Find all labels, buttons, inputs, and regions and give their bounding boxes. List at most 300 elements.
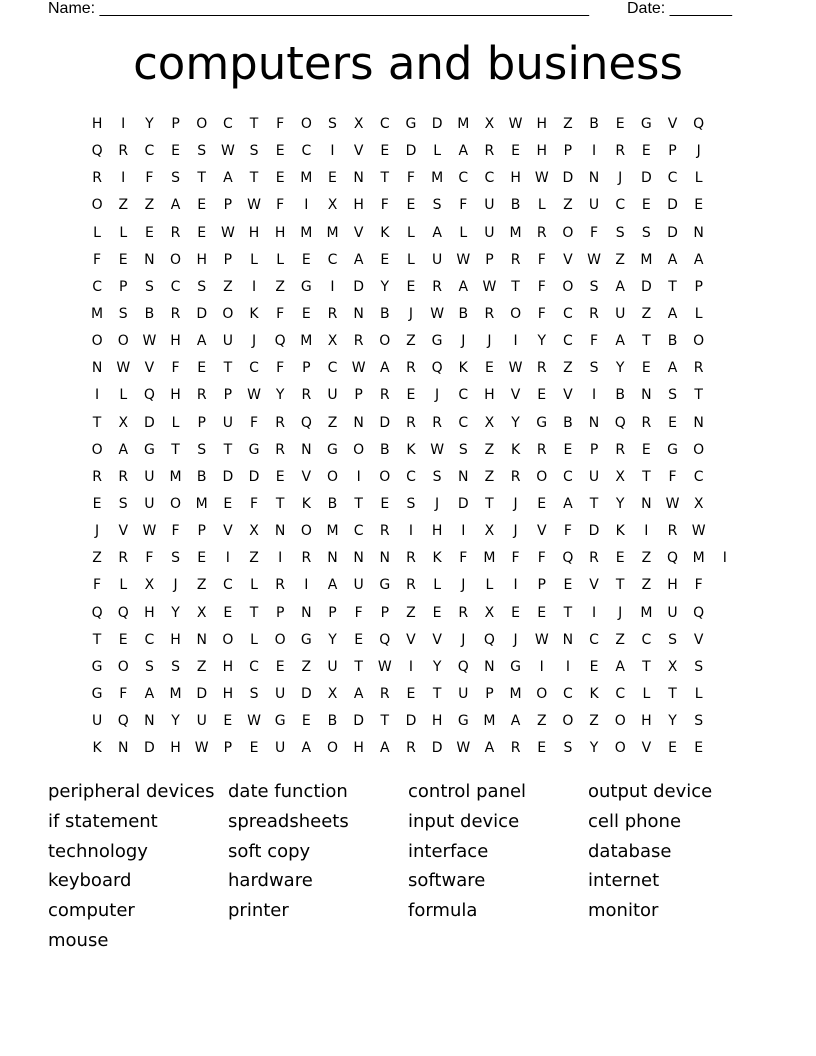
grid-letter: R: [275, 441, 286, 458]
grid-letter: L: [433, 577, 442, 594]
grid-letter: [712, 413, 738, 440]
grid-letter: H: [170, 387, 181, 404]
grid-letter: I: [121, 170, 126, 187]
grid-letter: U: [222, 414, 233, 431]
grid-letter: N: [301, 604, 312, 621]
grid-letter: Z: [327, 414, 338, 431]
grid-letter: P: [485, 251, 494, 268]
grid-letter: A: [118, 441, 129, 458]
word-list-item: soft copy: [228, 840, 311, 862]
grid-letter: P: [485, 685, 494, 702]
grid-letter: W: [534, 631, 549, 648]
grid-letter: K: [432, 550, 442, 567]
grid-letter: S: [197, 143, 207, 160]
grid-letter: K: [589, 685, 599, 702]
grid-letter: L: [250, 251, 258, 268]
grid-letter: V: [144, 360, 155, 377]
word-list-item: spreadsheets: [228, 810, 349, 832]
grid-letter: B: [327, 713, 338, 730]
grid-letter: M: [692, 550, 705, 567]
grid-letter: C: [615, 685, 626, 702]
grid-letter: Z: [249, 550, 259, 567]
grid-letter: E: [118, 251, 128, 268]
grid-letter: V: [510, 387, 521, 404]
grid-letter: S: [171, 170, 180, 187]
grid-letter: P: [197, 523, 206, 540]
grid-letter: V: [563, 251, 573, 268]
grid-letter: K: [615, 523, 625, 540]
grid-letter: [712, 440, 738, 467]
grid-letter: N: [641, 387, 652, 404]
word-list-item: database: [588, 840, 672, 862]
grid-letter: R: [641, 414, 652, 431]
grid-letter: F: [171, 360, 180, 377]
grid-letter: J: [696, 143, 701, 160]
grid-letter: F: [93, 577, 102, 594]
grid-letter: V: [353, 143, 364, 160]
grid-letter: D: [144, 414, 155, 431]
grid-letter: R: [510, 251, 521, 268]
grid-letter: T: [92, 631, 102, 648]
grid-letter: N: [588, 170, 600, 187]
grid-letter: P: [694, 278, 703, 295]
grid-letter: L: [407, 251, 415, 268]
grid-letter: Y: [171, 713, 180, 730]
grid-letter: C: [589, 631, 599, 648]
grid-letter: W: [691, 523, 706, 540]
grid-letter: E: [380, 251, 390, 268]
grid-letter: [712, 358, 738, 385]
grid-letter: T: [432, 685, 442, 702]
grid-letter: Z: [118, 197, 129, 214]
grid-letter: E: [406, 387, 416, 404]
grid-letter: A: [693, 251, 704, 268]
grid-letter: L: [250, 631, 258, 648]
grid-letter: I: [95, 387, 100, 404]
grid-letter: I: [591, 143, 597, 160]
grid-letter: O: [693, 441, 705, 458]
grid-letter: U: [327, 387, 338, 404]
grid-letter: F: [537, 251, 546, 268]
grid-letter: J: [173, 577, 178, 594]
word-list-item: printer: [228, 900, 289, 922]
grid-letter: W: [377, 658, 392, 675]
grid-letter: O: [91, 197, 103, 214]
grid-letter: X: [484, 604, 495, 621]
grid-letter: H: [170, 333, 181, 350]
grid-letter: T: [642, 333, 651, 350]
grid-letter: [712, 467, 738, 494]
grid-letter: Y: [511, 414, 520, 431]
grid-letter: A: [615, 278, 625, 295]
grid-letter: X: [484, 414, 495, 431]
grid-letter: E: [328, 170, 337, 187]
grid-letter: R: [275, 414, 286, 431]
grid-letter: M: [300, 333, 313, 350]
grid-letter: B: [379, 441, 390, 458]
grid-letter: D: [667, 224, 678, 241]
grid-letter: S: [144, 278, 154, 295]
grid-letter: H: [667, 577, 678, 594]
grid-letter: P: [589, 441, 599, 458]
grid-letter: U: [484, 197, 495, 214]
grid-letter: P: [275, 604, 285, 621]
grid-letter: H: [196, 251, 207, 268]
grid-letter: A: [615, 658, 625, 675]
grid-letter: F: [276, 116, 285, 132]
grid-letter: E: [406, 278, 416, 295]
grid-letter: I: [513, 577, 518, 594]
grid-letter: W: [430, 441, 445, 458]
grid-letter: G: [248, 441, 260, 458]
grid-letter: O: [274, 631, 286, 648]
grid-letter: J: [513, 523, 518, 540]
grid-letter: H: [353, 197, 364, 214]
grid-letter: A: [458, 278, 469, 295]
word-list-item: technology: [48, 840, 148, 862]
grid-letter: C: [170, 278, 181, 295]
grid-letter: G: [300, 278, 312, 295]
grid-letter: C: [667, 170, 678, 187]
grid-letter: R: [432, 278, 442, 295]
grid-letter: F: [590, 333, 599, 350]
grid-letter: Y: [275, 387, 285, 404]
grid-letter: X: [327, 197, 338, 214]
grid-letter: G: [457, 713, 469, 730]
grid-letter: H: [170, 740, 181, 757]
grid-letter: F: [511, 550, 520, 567]
grid-letter: R: [510, 468, 521, 485]
grid-letter: T: [485, 495, 494, 512]
grid-letter: D: [379, 414, 391, 431]
grid-letter: O: [300, 116, 312, 132]
grid-letter: O: [326, 740, 338, 757]
grid-letter: S: [171, 550, 180, 567]
word-list-item: monitor: [588, 900, 659, 922]
grid-letter: R: [118, 143, 129, 160]
grid-letter: H: [274, 224, 286, 241]
grid-letter: Z: [641, 305, 652, 322]
grid-letter: B: [196, 468, 207, 485]
grid-letter: L: [694, 305, 703, 322]
grid-letter: Z: [615, 631, 625, 648]
grid-letter: C: [563, 305, 573, 322]
grid-letter: [712, 575, 738, 602]
grid-letter: C: [144, 631, 155, 648]
grid-letter: M: [326, 523, 339, 540]
grid-letter: I: [644, 523, 649, 540]
grid-letter: P: [328, 604, 337, 621]
grid-letter: D: [353, 713, 365, 730]
grid-letter: X: [327, 333, 338, 350]
grid-letter: W: [116, 360, 131, 377]
grid-letter: T: [249, 604, 259, 621]
grid-letter: M: [509, 224, 522, 241]
grid-letter: L: [459, 224, 468, 241]
grid-letter: C: [222, 577, 233, 594]
grid-letter: M: [91, 305, 104, 322]
grid-letter: R: [92, 468, 102, 485]
grid-letter: C: [458, 387, 469, 404]
grid-letter: I: [513, 333, 518, 350]
grid-letter: G: [274, 713, 286, 730]
grid-letter: R: [536, 441, 547, 458]
grid-letter: B: [458, 305, 469, 322]
grid-letter: A: [380, 360, 390, 377]
grid-letter: D: [300, 685, 312, 702]
grid-letter: U: [91, 713, 103, 730]
grid-letter: J: [461, 631, 466, 648]
grid-letter: V: [118, 523, 129, 540]
grid-letter: C: [458, 414, 469, 431]
grid-letter: X: [667, 658, 678, 675]
grid-letter: G: [536, 414, 548, 431]
word-list-item: control panel: [408, 781, 527, 802]
grid-letter: A: [563, 495, 573, 512]
grid-letter: F: [249, 495, 259, 512]
grid-letter: R: [118, 550, 129, 567]
grid-letter: F: [406, 170, 415, 187]
grid-letter: E: [537, 495, 547, 512]
grid-letter: Z: [563, 197, 573, 214]
grid-letter: O: [562, 278, 574, 295]
grid-letter: F: [93, 251, 102, 268]
grid-letter: Z: [301, 658, 312, 675]
grid-letter: H: [536, 116, 547, 132]
grid-letter: H: [170, 631, 181, 648]
grid-letter: E: [668, 740, 677, 757]
name-field-label: Name: _______________________________________________________: [48, 0, 589, 17]
grid-letter: C: [458, 170, 469, 187]
grid-letter: A: [667, 251, 678, 268]
grid-letter: N: [484, 658, 495, 675]
grid-letter: P: [668, 143, 677, 160]
grid-letter: [712, 385, 738, 412]
grid-letter: D: [431, 740, 443, 757]
grid-letter: T: [668, 685, 677, 702]
grid-letter: O: [170, 251, 182, 268]
grid-letter: E: [406, 685, 416, 702]
grid-letter: O: [91, 333, 103, 350]
grid-letter: P: [223, 197, 233, 214]
word-list-item: internet: [588, 870, 660, 892]
grid-letter: P: [302, 360, 311, 377]
grid-letter: S: [118, 495, 128, 512]
grid-letter: G: [405, 116, 417, 132]
grid-letter: R: [615, 143, 626, 160]
grid-letter: T: [275, 495, 285, 512]
grid-letter: N: [196, 631, 207, 648]
grid-letter: D: [144, 740, 155, 757]
grid-letter: Q: [143, 387, 155, 404]
grid-letter: D: [405, 143, 417, 160]
grid-letter: S: [249, 143, 259, 160]
grid-letter: J: [461, 333, 466, 350]
grid-letter: Z: [196, 658, 207, 675]
grid-letter: A: [432, 224, 442, 241]
grid-letter: A: [510, 713, 521, 730]
grid-letter: E: [432, 604, 442, 621]
grid-letter: C: [406, 468, 416, 485]
grid-letter: F: [668, 468, 677, 485]
word-list-item: if statement: [48, 810, 158, 832]
grid-letter: R: [327, 305, 338, 322]
grid-letter: L: [171, 414, 180, 431]
grid-letter: P: [380, 604, 390, 621]
grid-letter: G: [510, 658, 521, 675]
grid-letter: [712, 195, 738, 222]
word-list-item: hardware: [228, 870, 313, 892]
grid-letter: W: [247, 713, 261, 730]
grid-letter: Z: [563, 360, 573, 377]
grid-letter: M: [431, 170, 444, 187]
grid-letter: D: [431, 116, 443, 132]
grid-letter: I: [278, 550, 283, 567]
grid-letter: N: [353, 414, 364, 431]
grid-letter: H: [431, 713, 443, 730]
grid-letter: N: [588, 414, 600, 431]
grid-letter: Y: [432, 658, 442, 675]
grid-letter: O: [614, 713, 626, 730]
grid-letter: F: [459, 197, 468, 214]
grid-letter: M: [640, 604, 653, 621]
grid-letter: P: [119, 278, 128, 295]
grid-letter: C: [327, 251, 338, 268]
grid-letter: O: [614, 740, 626, 757]
grid-letter: Z: [589, 713, 599, 730]
grid-letter: X: [327, 685, 338, 702]
grid-letter: S: [197, 441, 207, 458]
grid-letter: I: [461, 523, 466, 540]
grid-letter: O: [300, 523, 312, 540]
grid-letter: W: [456, 251, 471, 268]
grid-letter: E: [537, 387, 547, 404]
grid-letter: J: [618, 170, 623, 187]
grid-letter: T: [511, 278, 520, 295]
grid-letter: S: [641, 224, 651, 241]
grid-letter: W: [142, 333, 157, 350]
grid-letter: W: [508, 360, 523, 377]
grid-letter: [712, 168, 738, 195]
grid-letter: T: [249, 170, 259, 187]
grid-letter: I: [408, 658, 414, 675]
grid-letter: X: [693, 495, 704, 512]
grid-letter: V: [563, 387, 573, 404]
grid-letter: E: [484, 360, 494, 377]
grid-letter: S: [563, 740, 573, 757]
grid-letter: N: [562, 631, 574, 648]
grid-letter: M: [326, 224, 339, 241]
grid-letter: O: [562, 224, 574, 241]
grid-letter: Z: [92, 550, 102, 567]
grid-letter: Z: [406, 604, 416, 621]
grid-letter: A: [353, 251, 364, 268]
grid-letter: A: [353, 685, 364, 702]
word-list-item: computer: [48, 900, 135, 922]
grid-letter: W: [534, 170, 549, 187]
grid-letter: C: [249, 360, 259, 377]
grid-letter: I: [330, 278, 335, 295]
grid-letter: E: [537, 740, 547, 757]
grid-letter: R: [118, 468, 129, 485]
grid-letter: Y: [328, 631, 337, 648]
grid-letter: L: [119, 387, 128, 404]
grid-letter: S: [118, 305, 128, 322]
grid-letter: E: [223, 713, 233, 730]
grid-letter: J: [513, 631, 518, 648]
grid-letter: V: [301, 468, 312, 485]
grid-letter: I: [251, 278, 257, 295]
grid-letter: F: [590, 224, 599, 241]
grid-letter: Z: [144, 197, 155, 214]
grid-letter: D: [353, 278, 365, 295]
grid-letter: Z: [615, 251, 625, 268]
grid-letter: L: [93, 224, 101, 241]
grid-letter: R: [432, 414, 442, 431]
grid-letter: A: [484, 740, 495, 757]
grid-letter: O: [379, 468, 391, 485]
grid-letter: A: [301, 740, 312, 757]
grid-letter: O: [353, 441, 365, 458]
grid-letter: E: [668, 414, 677, 431]
grid-letter: F: [380, 197, 389, 214]
grid-letter: H: [91, 116, 103, 132]
grid-letter: K: [380, 224, 390, 241]
grid-letter: E: [197, 224, 207, 241]
grid-letter: U: [327, 658, 338, 675]
grid-letter: G: [640, 116, 652, 132]
grid-letter: T: [354, 495, 363, 512]
grid-letter: D: [196, 685, 208, 702]
grid-letter: I: [356, 468, 361, 485]
grid-letter: B: [144, 305, 155, 322]
grid-letter: I: [121, 116, 126, 132]
grid-letter: K: [406, 441, 416, 458]
grid-letter: Y: [537, 333, 547, 350]
grid-letter: R: [536, 224, 547, 241]
grid-letter: H: [536, 143, 547, 160]
word-list-item: formula: [408, 900, 478, 922]
grid-letter: F: [145, 170, 154, 187]
grid-letter: Z: [641, 550, 652, 567]
grid-letter: G: [379, 577, 391, 594]
grid-letter: A: [380, 740, 390, 757]
grid-letter: E: [249, 740, 259, 757]
grid-letter: W: [220, 224, 235, 241]
grid-letter: H: [510, 170, 521, 187]
grid-letter: A: [327, 577, 338, 594]
grid-letter: E: [641, 441, 651, 458]
grid-letter: O: [222, 631, 234, 648]
grid-letter: M: [195, 495, 208, 512]
grid-letter: N: [458, 468, 469, 485]
grid-letter: [712, 141, 738, 168]
grid-letter: E: [641, 197, 651, 214]
grid-letter: W: [587, 251, 601, 268]
grid-letter: U: [144, 468, 155, 485]
grid-letter: H: [431, 523, 443, 540]
grid-letter: A: [196, 333, 207, 350]
grid-letter: S: [589, 360, 599, 377]
grid-letter: [712, 521, 738, 548]
grid-letter: F: [249, 414, 259, 431]
grid-letter: C: [249, 658, 259, 675]
grid-letter: O: [536, 685, 548, 702]
grid-letter: O: [222, 305, 234, 322]
word-list-item: peripheral devices: [48, 781, 215, 802]
grid-letter: X: [484, 523, 495, 540]
grid-letter: E: [641, 143, 651, 160]
